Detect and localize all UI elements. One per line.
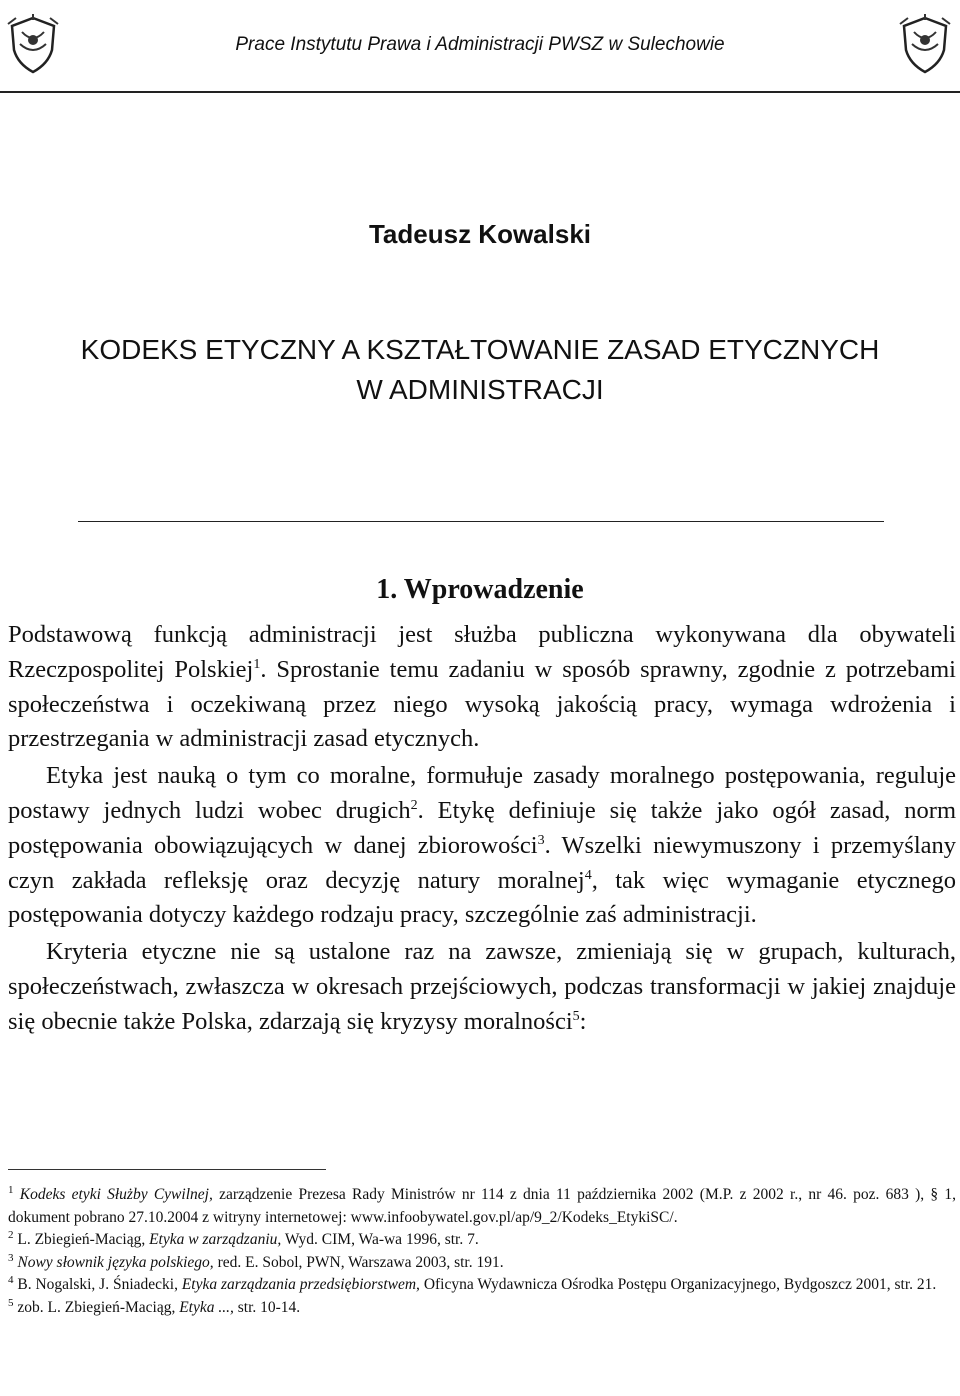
footnote-ref[interactable]: 1 [253, 656, 261, 672]
paragraph: Kryteria etyczne nie są ustalone raz na zawsze, zmieniają się w grupach, kulturach, społeczeństwach, zwłaszcza w okresach przejściowych, podczas transformacji w jakiej znajduje się obecnie także Polska, zdarzają się kryzysy moralności$^5$: [8, 938, 956, 1035]
footnote-ref[interactable]: 3 [537, 832, 545, 848]
footnote: $^2$ L. Zbiegień-Maciąg, Etyka w zarządzaniu, Wyd. CIM, Wa-wa 1996, str. 7. [8, 1229, 479, 1249]
footnote-ref[interactable]: 2 [410, 797, 418, 813]
title-divider [78, 521, 884, 522]
footnote: $^5$ zob. L. Zbiegień-Maciąg, Etyka ..., str. 10-14. [8, 1296, 301, 1316]
body-text [8, 618, 956, 1040]
article-title-line: W ADMINISTRACJI [356, 374, 604, 405]
journal-title: Prace Instytutu Prawa i Administracji PWSZ w Sulechowie [235, 34, 725, 55]
article-title [0, 330, 960, 410]
footnotes [8, 1184, 956, 1320]
footnote: $^4$ B. Nogalski, J. Śniadecki, Etyka zarządzania przedsiębiorstwem, Oficyna Wydawnicza Ośrodka Postępu Organizacyjnego, Bydgoszcz 2001, str. 21. [8, 1274, 937, 1294]
article-title-line: KODEKS ETYCZNY A KSZTAŁTOWANIE ZASAD ETYCZNYCH [80, 334, 880, 365]
footnote-ref[interactable]: 5 [572, 1008, 580, 1024]
running-header [0, 14, 960, 84]
author-name: Tadeusz Kowalski [368, 219, 592, 249]
section-heading: 1. Wprowadzenie [376, 574, 584, 605]
footnote-ref[interactable]: 4 [584, 867, 592, 883]
footnote-divider [8, 1169, 326, 1170]
paragraph: Podstawową funkcją administracji jest służba publiczna wykonywana dla obywateli Rzeczpospolitej Polskiej$^1$. Sprostanie temu zadaniu w sposób sprawny, zgodnie z potrzebami społeczeństwa i oczekiwaną przez niego wysoką jakością pracy, wymaga wdrożenia i przestrzegania w administracji zasad etycznych. [8, 621, 956, 753]
footnote: $^1$ Kodeks etyki Służby Cywilnej, zarządzenie Prezesa Rady Ministrów nr 114 z dnia 11 października 2002 (M.P. z 2002 r., nr 46. poz. 683 ), § 1, dokument pobrano 27.10.2004 z witryny internetowej: www.infoobywatel.gov.pl/ap/9_2/Kodeks_EtykiSC/. [8, 1183, 956, 1226]
footnote: $^3$ Nowy słownik języka polskiego, red. E. Sobol, PWN, Warszawa 2003, str. 191. [8, 1251, 504, 1271]
header-divider [0, 91, 960, 93]
crest-emblem-icon [894, 14, 956, 76]
paragraph: Etyka jest nauką o tym co moralne, formułuje zasady moralnego postępowania, reguluje postawy jednych ludzi wobec drugich$^2$. Etykę definiuje się także jako ogół zasad, norm postępowania obowiązujących w danej zbiorowości$^3$. Wszelki niewymuszony i przemyślany czyn zakłada refleksję oraz decyzję natury moralnej$^4$, tak więc wymaganie etycznego postępowania dotyczy każdego rodzaju pracy, szczególnie zaś administracji. [8, 762, 957, 929]
